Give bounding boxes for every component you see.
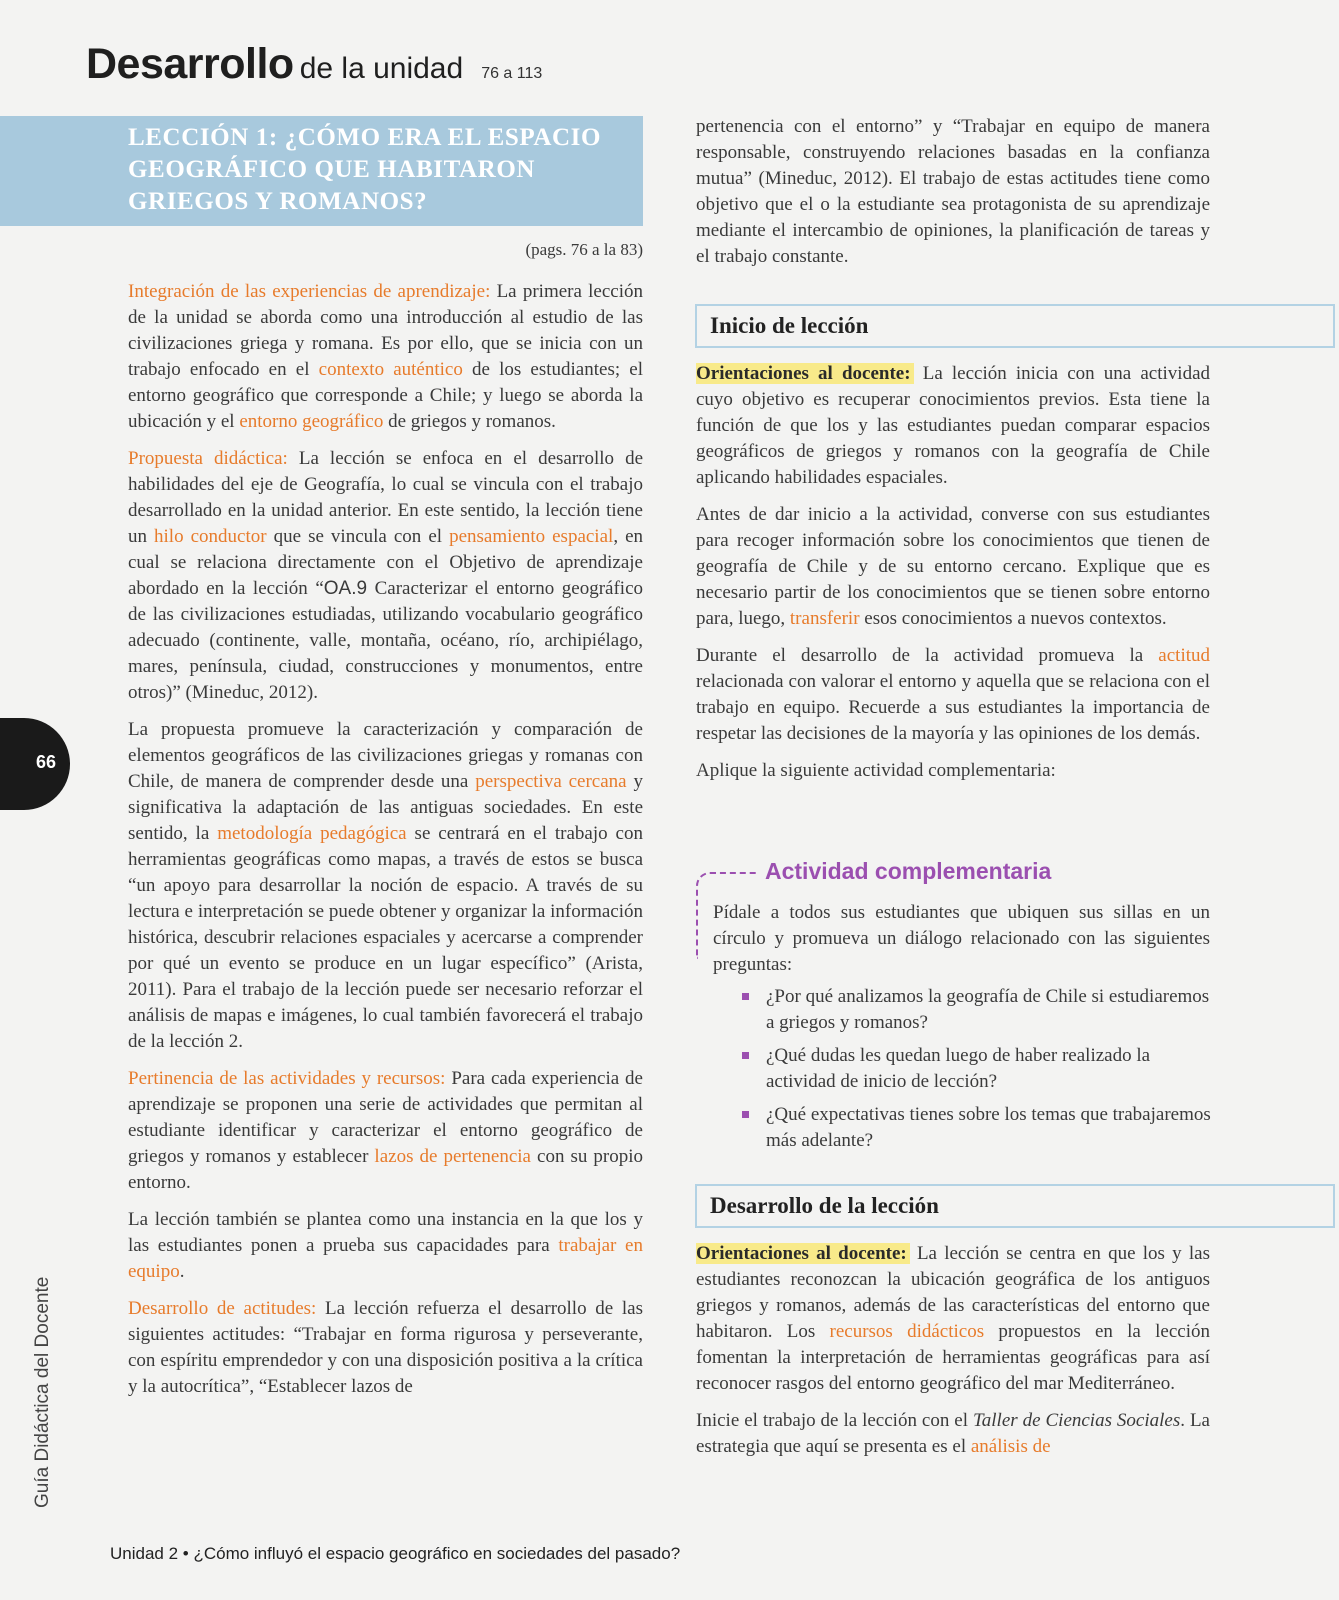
text: de los estudiantes; el entorno geográfico que corresponde a Chile; y luego se aborda la ubicación y el: [128, 359, 643, 432]
label-orientaciones: Orientaciones al docente:: [696, 1243, 910, 1264]
paragraph-orientaciones-1: [696, 361, 1210, 491]
paragraph-aplique: Aplique la siguiente actividad complementaria:: [696, 760, 1056, 781]
paragraph-actitudes: [128, 1296, 643, 1400]
section-desarrollo-body: [696, 1241, 1210, 1471]
paragraph-orientaciones-2: [696, 1241, 1210, 1397]
label-pertinencia: Pertinencia de las actividades y recursos:: [128, 1068, 446, 1089]
section-title: Desarrollo de la lección: [710, 1193, 939, 1218]
keyword: actitud: [1158, 645, 1210, 666]
paragraph-pertinencia: [128, 1066, 643, 1196]
label-integracion: Integración de las experiencias de aprendizaje:: [128, 281, 491, 302]
text: se centrará en el trabajo con herramientas geográficas como mapas, a través de estos se busca “un apoyo para desarrollar la noción de espacio. A través de su lectura e interpretación se puede obtener y organizar la información histórica, descubrir relaciones espaciales y acercarse a comprender por qué un evento se produce en un lugar específico” (Arista, 2011). Para el trabajo de la lección puede ser necesario reforzar el análisis de mapas e imágenes, lo cual también favorecerá el trabajo de la lección 2.: [128, 823, 643, 1052]
page-number: 66: [36, 752, 57, 772]
text: La lección se enfoca en el desarrollo de habilidades del eje de Geografía, lo cual se vincula con el trabajo desarrollado en la unidad anterior. En este sentido, la lección tiene un: [128, 448, 644, 547]
page-number-tab: [0, 718, 70, 810]
section-title: Inicio de lección: [710, 313, 869, 338]
keyword: lazos de pertenencia: [374, 1146, 531, 1167]
activity-title: Actividad complementaria: [765, 858, 1052, 884]
text: , en cual se relaciona directamente con el Objetivo de aprendizaje abordado en la lección “: [128, 526, 644, 599]
section-heading-inicio: [695, 304, 1335, 348]
lesson-pages-ref: (pags. 76 a la 83): [525, 240, 643, 259]
text: que se vincula con el: [266, 526, 450, 547]
lesson-title: LECCIÓN 1: ¿CÓMO ERA EL ESPACIO GEOGRÁFICO QUE HABITARON GRIEGOS Y ROMANOS?: [128, 124, 602, 215]
keyword: entorno geográfico: [239, 411, 384, 432]
left-column: [128, 279, 643, 1411]
text: y significativa la adaptación de las antiguas sociedades. En este sentido, la: [128, 771, 643, 844]
paragraph-propuesta: [128, 446, 643, 706]
activity-body: Pídale a todos sus estudiantes que ubiquen sus sillas en un círculo y promueva un diálogo relacionado con las siguientes preguntas:: [713, 902, 1210, 975]
text: La lección también se plantea como una instancia en la que los y las estudiantes ponen a prueba sus capacidades para: [128, 1209, 643, 1256]
section-heading-desarrollo: [695, 1184, 1335, 1228]
header-title-rest: de la unidad: [299, 52, 464, 85]
keyword: transferir: [789, 608, 860, 629]
lesson-banner: [0, 116, 643, 226]
paragraph-conversacion: [696, 502, 1210, 632]
text: . La estrategia que aquí se presenta es el: [696, 1410, 1210, 1457]
keyword: recursos didácticos: [829, 1321, 985, 1342]
list-item: ¿Qué expectativas tienes sobre los temas que trabajaremos más adelante?: [742, 1102, 1212, 1154]
keyword: trabajar en equipo: [128, 1235, 643, 1282]
text: La propuesta promueve la caracterización y comparación de elementos geográficos de las civilizaciones griegas y romanas con Chile, de manera de comprender desde una: [128, 719, 643, 792]
keyword: metodología pedagógica: [217, 823, 407, 844]
keyword: análisis de: [970, 1436, 1051, 1457]
list-item: ¿Qué dudas les quedan luego de haber realizado la actividad de inicio de lección?: [742, 1043, 1212, 1095]
text: La primera lección de la unidad se aborda como una introducción al estudio de las civilizaciones griega y romana. Es por ello, que se inicia con un trabajo enfocado en el: [128, 281, 643, 380]
text: Para cada experiencia de aprendizaje se proponen una serie de actividades que permitan al estudiante identificar y caracterizar el entorno geográfico de griegos y romanos y establecer: [128, 1068, 643, 1167]
header-page-range: 76 a 113: [481, 65, 543, 82]
emphasis: Taller de Ciencias Sociales: [972, 1410, 1181, 1431]
keyword: hilo conductor: [154, 526, 267, 547]
header-title-bold: Desarrollo: [86, 40, 294, 88]
keyword: pensamiento espacial: [449, 526, 614, 547]
activity-questions: [742, 984, 1212, 1161]
text: La lección inicia con una actividad cuyo objetivo es recuperar conocimientos previos. Esta tiene la función de que los y las estudiantes puedan comparar espacios geográficos de griegos y romanos con la geografía de Chile aplicando habilidades espaciales.: [696, 363, 1210, 488]
paragraph-actitud: [696, 643, 1210, 747]
text: Inicie el trabajo de la lección con el: [696, 1410, 973, 1431]
keyword: contexto auténtico: [318, 359, 463, 380]
footer-text: Unidad 2 • ¿Cómo influyó el espacio geográfico en sociedades del pasado?: [110, 1544, 681, 1563]
paragraph-continuation: pertenencia con el entorno” y “Trabajar en equipo de manera responsable, construyendo relaciones basadas en la confianza mutua” (Mineduc, 2012). El trabajo de estas actitudes tiene como objetivo que el o la estudiante sea protagonista de su aprendizaje mediante el intercambio de opiniones, la planificación de tareas y el trabajo constante.: [696, 116, 1210, 267]
objective-code: OA.9: [323, 578, 368, 599]
keyword: perspectiva cercana: [475, 771, 627, 792]
text: La lección refuerza el desarrollo de las siguientes actitudes: “Trabajar en forma rigurosa y perseverante, con espíritu emprendedor y con una disposición positiva a la crítica y la autocrítica”, “Establecer lazos de: [128, 1298, 643, 1397]
text: propuestos en la lección fomentan la interpretación de herramientas geográficas para así reconocer rasgos del entorno geográfico del mar Mediterráneo.: [696, 1321, 1210, 1394]
paragraph-taller: [696, 1408, 1210, 1460]
page-header: [86, 40, 542, 89]
text: Durante el desarrollo de la actividad promueva la: [696, 645, 1159, 666]
section-inicio-body: [696, 361, 1210, 795]
right-column-continuation: [696, 114, 1210, 281]
text: relacionada con valorar el entorno y aquella que se relaciona con el trabajo en equipo. Recuerde a sus estudiantes la importancia de respetar las decisiones de la mayoría y las opiniones de los demás.: [696, 671, 1210, 744]
label-propuesta: Propuesta didáctica:: [128, 448, 288, 469]
label-actitudes: Desarrollo de actitudes:: [128, 1298, 317, 1319]
paragraph-propuesta-cont: [128, 717, 643, 1055]
side-label: Guía Didáctica del Docente: [32, 1276, 53, 1508]
text: .: [179, 1261, 185, 1282]
list-item: ¿Por qué analizamos la geografía de Chile si estudiaremos a griegos y romanos?: [742, 984, 1212, 1036]
text: con su propio entorno.: [128, 1146, 643, 1193]
text: La lección se centra en que los y las estudiantes reconozcan la ubicación geográfica de los antiguos griegos y romanos, además de las características del entorno que habitaron. Los: [696, 1243, 1210, 1342]
text: esos conocimientos a nuevos contextos.: [859, 608, 1167, 629]
paragraph-equipo: [128, 1207, 643, 1285]
text: Antes de dar inicio a la actividad, converse con sus estudiantes para recoger información sobre los conocimientos que tienen de geografía de Chile y de su entorno cercano. Explique que es necesario partir de los conocimientos que se tienen sobre entorno para, luego,: [696, 504, 1210, 629]
label-orientaciones: Orientaciones al docente:: [696, 363, 914, 384]
text: de griegos y romanos.: [383, 411, 556, 432]
text: Caracterizar el entorno geográfico de las civilizaciones estudiadas, utilizando vocabulario geográfico adecuado (continente, valle, montaña, océano, río, archipiélago, mares, península, ciudad, construcciones y monumentos, entre otros)” (Mineduc, 2012).: [128, 578, 643, 703]
paragraph-integracion: [128, 279, 643, 435]
